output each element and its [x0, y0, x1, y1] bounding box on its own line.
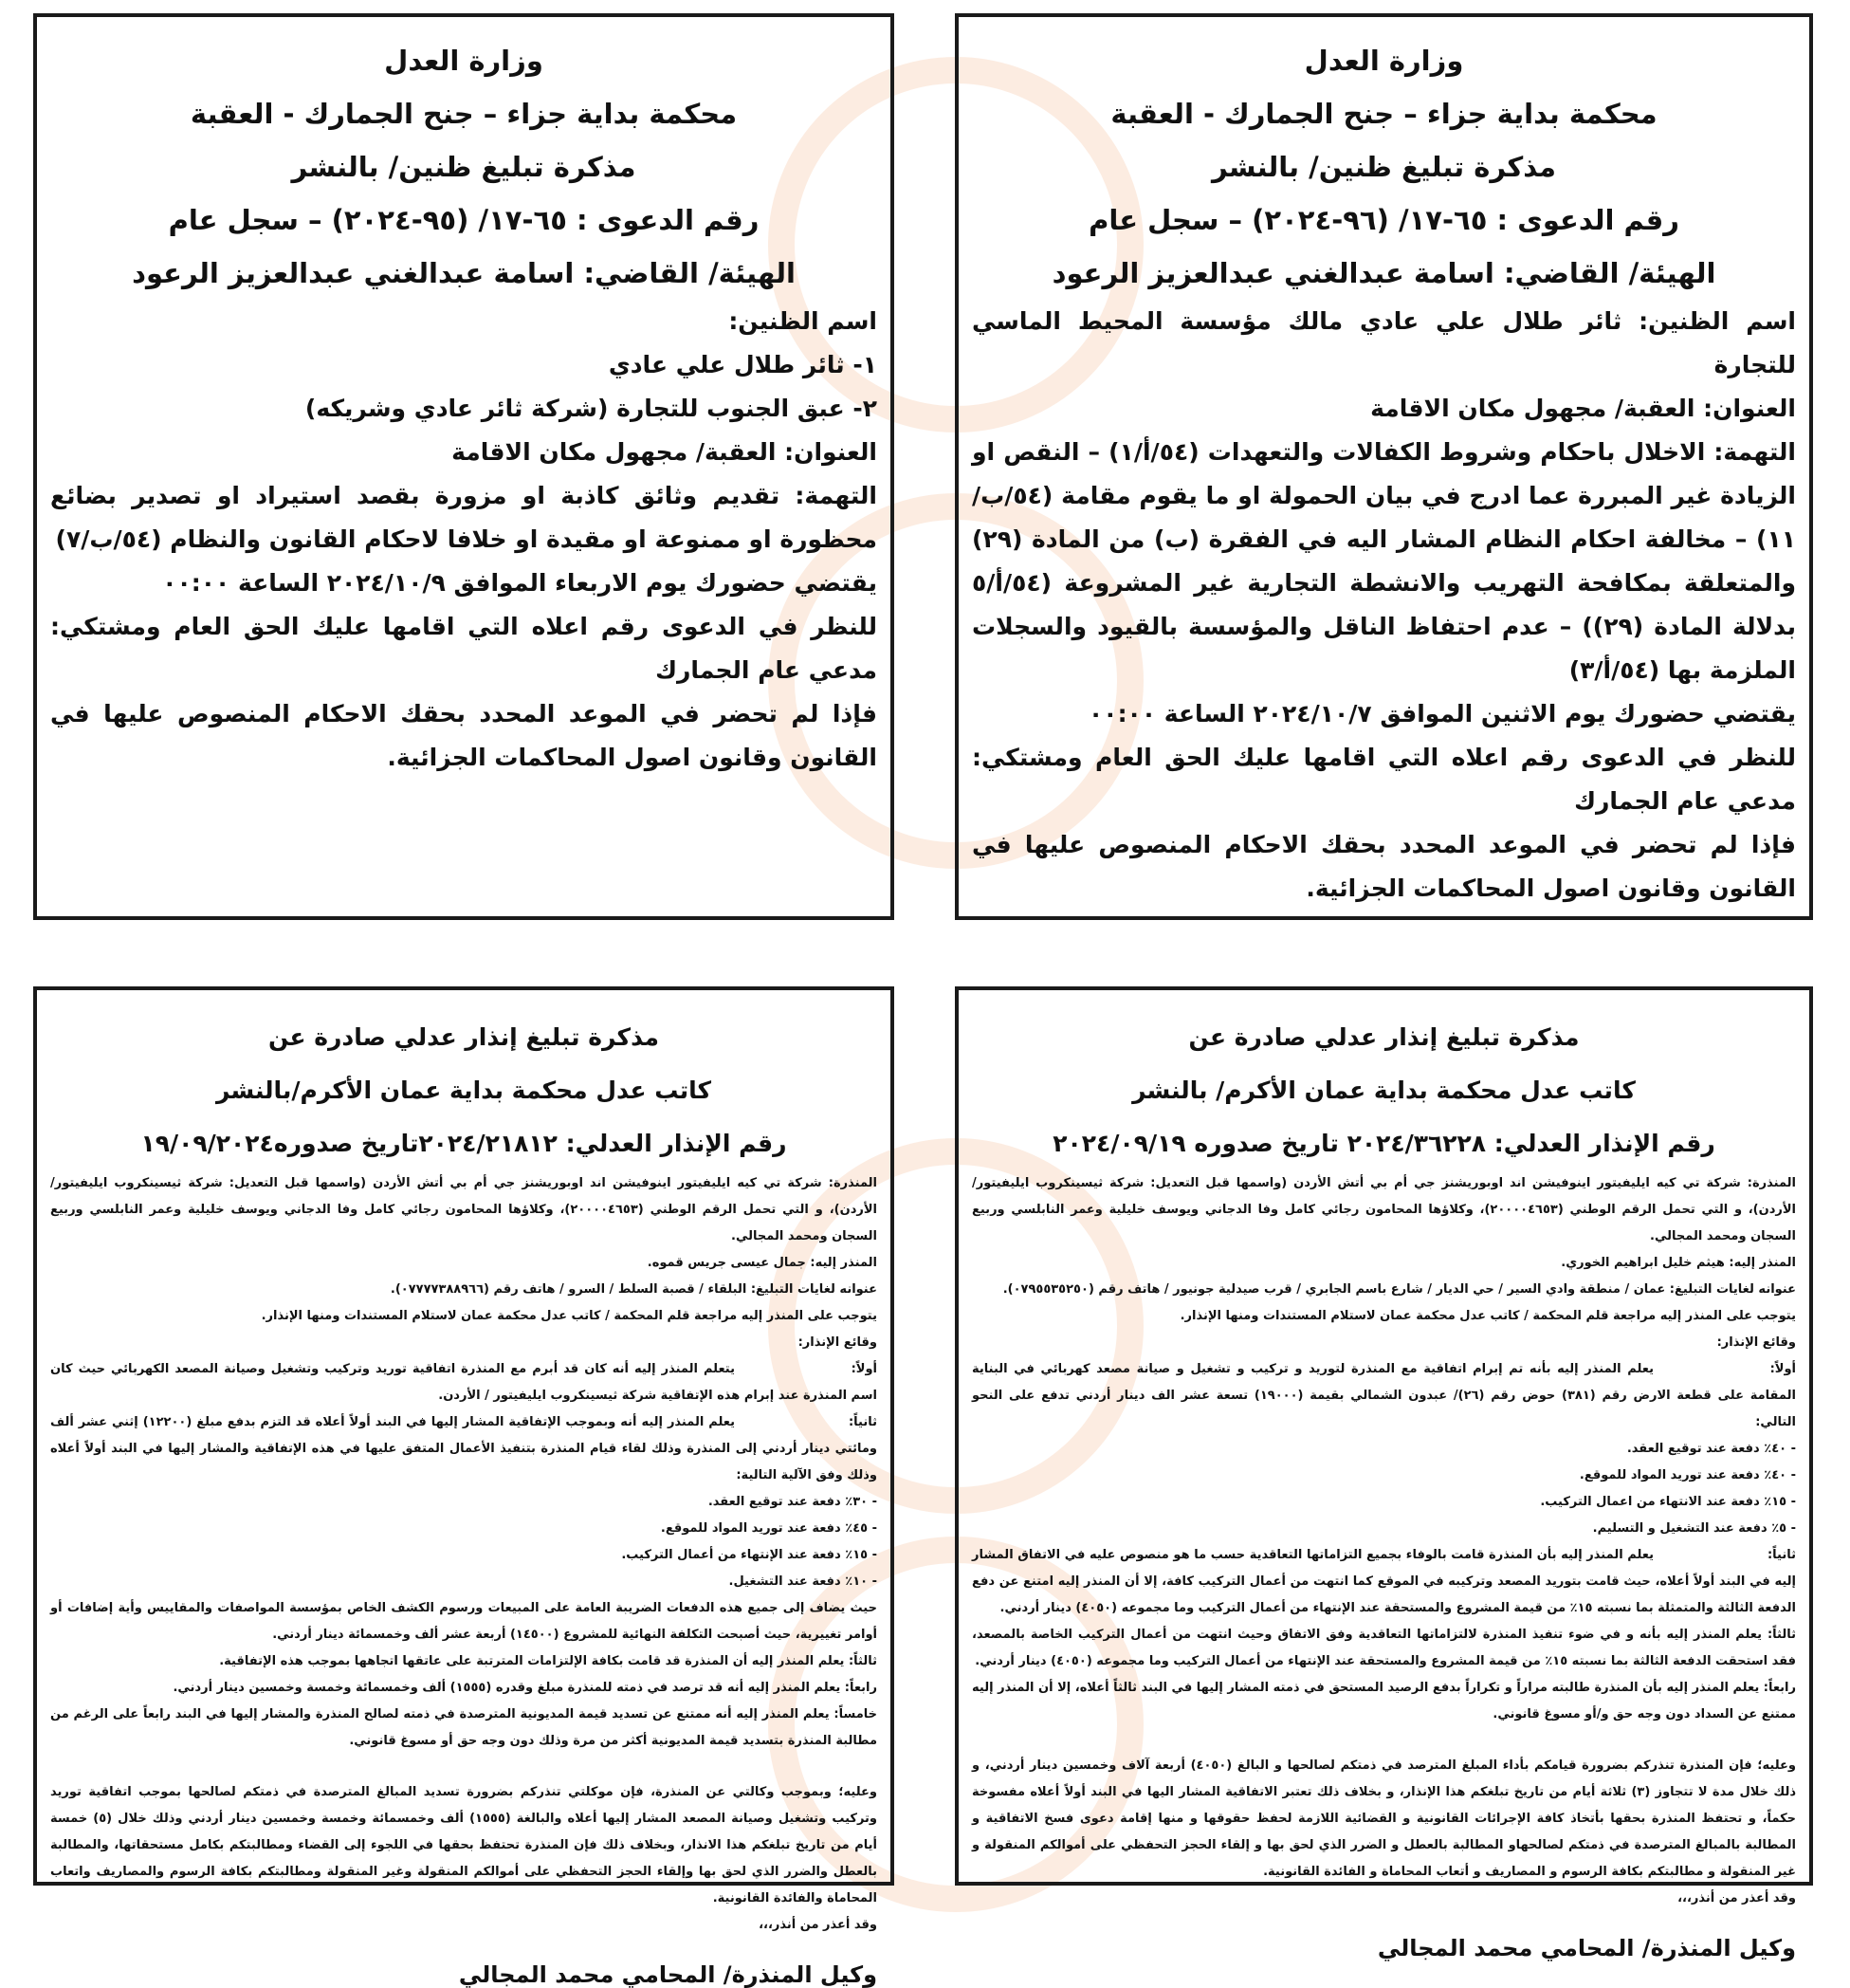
notice-heading: وزارة العدل	[1304, 45, 1464, 77]
paragraph-text: - ٥٪ دفعة عند التشغيل و التسليم.	[1592, 1521, 1796, 1536]
notice-paragraph	[972, 1330, 1796, 1356]
notice-paragraph: العنوان: العقبة/ مجهول مكان الاقامة	[451, 438, 877, 466]
notice-paragraph	[50, 1356, 877, 1409]
paragraph-label: ثانياً:	[1767, 1548, 1796, 1562]
notice-paragraph	[50, 1489, 877, 1516]
paragraph-text: عنوانه لغايات التبليغ: عمان / منطقة وادي السير / حي الديار / شارع باسم الجابري / قرب صيدلية جونيور / هاتف رقم (٠٧٩٥٥٣٥٢٥٠).	[1002, 1282, 1796, 1297]
spacer	[50, 1755, 877, 1779]
notice-paragraph: للنظر في الدعوى رقم اعلاه التي اقامها عليك الحق العام ومشتكي: مدعي عام الجمارك	[972, 744, 1796, 815]
paragraph-label: أولاً:	[851, 1362, 877, 1376]
paragraph-text: يعلم المنذر إليه بأنه تم إبرام اتفاقية مع المنذرة لتوريد و تركيب و تشغيل و صيانة مصعد كهربائي في البناية المقامة على قطعة الارض رقم (٣٨١) حوض رقم (٢٦)/ عبدون الشمالي بقيمة (١٩٠٠٠) تسعة عشر الف دينار أردني تدفع على النحو التالي:	[972, 1362, 1796, 1429]
notice-paragraph	[50, 1542, 877, 1569]
notice-paragraph	[50, 1330, 877, 1356]
paragraph-text: - ٤٠٪ دفعة عند توقيع العقد.	[1626, 1442, 1796, 1456]
notice-paragraph	[50, 1277, 877, 1303]
notice-paragraph	[972, 1542, 1796, 1622]
notice-paragraph	[50, 1409, 877, 1489]
notice-paragraph	[50, 1595, 877, 1648]
notice-heading: رقم الإنذار العدلي: ٢٠٢٤/٢١٨١٢تاريخ صدوره١٩/٠٩/٢٠٢٤	[140, 1130, 787, 1157]
paragraph-text: وقد أعذر من أنذر،،،	[759, 1918, 877, 1932]
paragraph-label: ثانياً:	[848, 1415, 877, 1429]
notice-heading: الهيئة/ القاضي: اسامة عبدالغني عبدالعزيز الرعود	[132, 257, 796, 289]
notice-paragraph	[972, 1675, 1796, 1728]
paragraph-text: وقائع الإنذار:	[797, 1335, 877, 1350]
notice-paragraph	[972, 1886, 1796, 1912]
notice-paragraph	[50, 1250, 877, 1277]
notice-paragraph: يقتضي حضورك يوم الاربعاء الموافق ٢٠٢٤/١٠/٩ الساعة ٠٠:٠٠	[162, 569, 877, 597]
notice-heading: وزارة العدل	[384, 45, 543, 77]
notice-paragraph: العنوان: العقبة/ مجهول مكان الاقامة	[1370, 395, 1796, 422]
paragraph-text: - ١٥٪ دفعة عند الإنتهاء من أعمال التركيب.	[621, 1548, 877, 1562]
notice-paragraph: ٢- عبق الجنوب للتجارة (شركة ثائر عادي وشريكه)	[304, 395, 877, 422]
notice-heading: مذكرة تبليغ ظنين/ بالنشر	[291, 151, 636, 183]
paragraph-text: ثالثاً: يعلم المنذر إليه أن المنذرة قد قامت بكافة الإلتزامات المترتبة على عاتقها اتجاهها بموجب هذه الإتفاقية.	[219, 1654, 877, 1668]
notice-paragraph	[50, 1779, 877, 1912]
notice-top-right	[955, 13, 1813, 920]
notice-heading: رقم الدعوى : ٦٥-١٧/ (٩٥-٢٠٢٤) – سجل عام	[168, 204, 760, 236]
notice-paragraph	[50, 1303, 877, 1330]
notice-paragraph: اسم الظنين:	[728, 307, 877, 335]
notice-paragraph: ١- ثائر طلال علي عادي	[608, 351, 877, 378]
notice-heading: مذكرة تبليغ إنذار عدلي صادرة عن	[267, 1023, 660, 1051]
notice-paragraph	[972, 1170, 1796, 1250]
paragraph-text: يتوجب على المنذر إليه مراجعة قلم المحكمة / كاتب عدل محكمة عمان لاستلام المستندات ومنها الإنذار.	[1180, 1309, 1796, 1323]
paragraph-label: أولاً:	[1769, 1362, 1796, 1376]
notice-heading: مذكرة تبليغ إنذار عدلي صادرة عن	[1188, 1023, 1580, 1051]
paragraph-text: عنوانه لغايات التبليغ: البلقاء / قصبة السلط / السرو / هاتف رقم (٠٧٧٧٧٣٨٨٩٦٦).	[390, 1282, 877, 1297]
notice-paragraph	[972, 1250, 1796, 1277]
notice-paragraph: فإذا لم تحضر في الموعد المحدد بحقك الاحكام المنصوص عليها في القانون وقانون اصول المحاكمات الجزائية.	[50, 700, 877, 771]
notice-paragraph	[972, 1516, 1796, 1542]
notice-paragraph	[972, 1436, 1796, 1463]
spacer	[972, 1728, 1796, 1753]
paragraph-text: - ٤٠٪ دفعة عند توريد المواد للموقع.	[1579, 1468, 1796, 1482]
notice-heading: كاتب عدل محكمة بداية عمان الأكرم/بالنشر	[215, 1077, 712, 1104]
notice-paragraph: يقتضي حضورك يوم الاثنين الموافق ٢٠٢٤/١٠/٧ الساعة ٠٠:٠٠	[1089, 700, 1796, 727]
paragraph-text: وقائع الإنذار:	[1716, 1335, 1796, 1350]
paragraph-text: يتعلم المنذر إليه أنه كان قد أبرم مع المنذرة اتفاقية توريد وتركيب وتشغيل وصيانة المصعد الكهربائي حيث كان اسم المنذرة عند إبرام هذه الإتفاقية شركة ثيسينكروب ايليفيتور / الأردن.	[50, 1362, 877, 1403]
paragraph-text: - ١٠٪ دفعة عند التشغيل.	[728, 1574, 877, 1589]
notice-heading: محكمة بداية جزاء – جنح الجمارك - العقبة	[1110, 98, 1658, 130]
notice-heading: رقم الدعوى : ٦٥-١٧/ (٩٦-٢٠٢٤) – سجل عام	[1089, 204, 1679, 236]
signature: وكيل المنذرة/ المحامي محمد المجالي	[1377, 1935, 1796, 1961]
paragraph-text: رابعاً: يعلم المنذر إليه أنه قد ترصد في ذمته للمنذرة مبلغ وقدره (١٥٥٥) ألف وخمسمائة وخمسة وخمسين دينار أردني.	[173, 1681, 877, 1695]
paragraph-text: يعلم المنذر إليه بأن المنذرة قامت بالوفاء بجميع التزاماتها التعاقدية حسب ما هو منصوص عليه في الاتفاق المشار إليه في البند أولاً أعلاه، حيث قامت بتوريد المصعد وتركيبه في الموقع كما انتهت من أعمال التركيب كافة، إلا أن المنذر إليه امتنع عن دفع الدفعة الثالثة والمتمثلة بما نسبته ١٥٪ من قيمة المشروع والمستحقة عند الإنتهاء من أعمال التركيب وما مجموعه (٤٠٥٠) دينار أردني.	[972, 1548, 1796, 1615]
notice-bottom-left	[33, 986, 894, 1988]
paragraph-text: - ١٥٪ دفعة عند الانتهاء من اعمال التركيب.	[1540, 1495, 1796, 1509]
paragraph-text: المنذر إليه: هيثم خليل ابراهيم الخوري.	[1561, 1256, 1796, 1270]
paragraph-text: المنذر إليه: جمال عيسى جريس قموه.	[647, 1256, 877, 1270]
notice-paragraph	[50, 1702, 877, 1755]
paragraph-text: خامساً: يعلم المنذر إليه أنه ممتنع عن تسديد قيمة المديونية المترصدة في ذمته لصالح المنذرة والمشار إليها في البند رابعاً على الرغم من مطالبة المنذرة بتسديد قيمة المديونية أكثر من مرة وذلك دون وجه حق أو مسوغ قانوني.	[50, 1707, 877, 1748]
notice-paragraph	[972, 1489, 1796, 1516]
notice-heading: الهيئة/ القاضي: اسامة عبدالغني عبدالعزيز الرعود	[1052, 257, 1716, 289]
notice-paragraph	[972, 1463, 1796, 1489]
notice-heading: محكمة بداية جزاء – جنح الجمارك - العقبة	[190, 98, 738, 130]
notice-paragraph	[50, 1516, 877, 1542]
paragraph-text: يعلم المنذر إليه أنه وبموجب الإتفاقية المشار إليها في البند أولاً أعلاه قد التزم بدفع مبلغ (١٢٢٠٠) إثني عشر ألف ومائتي دينار أردني إلى المنذرة وذلك لقاء قيام المنذرة بتنفيذ الأعمال المتفق عليها في هذه الإتفاقية والمشار إليها في البند أولاً أعلاه وذلك وفق الآلية التالية:	[50, 1415, 877, 1482]
notice-paragraph: فإذا لم تحضر في الموعد المحدد بحقك الاحكام المنصوص عليها في القانون وقانون اصول المحاكمات الجزائية.	[972, 831, 1796, 902]
notice-heading: كاتب عدل محكمة بداية عمان الأكرم/ بالنشر	[1132, 1077, 1636, 1104]
paragraph-text: - ٣٠٪ دفعة عند توقيع العقد.	[707, 1495, 877, 1509]
paragraph-text: المنذرة: شركة تي كيه ايليفيتور اينوفيشن اند اوبوريشنز جي أم بي أتش الأردن (واسمها قبل التعديل: شركة ثيسينكروب ايليفيتور/الأردن)، و التي تحمل الرقم الوطني (٢٠٠٠٠٤٦٥٣)، وكلاؤها المحامون رجائي كامل وفا الدجاني ويوسف خليلية وعمر النابلسي وربيع السجان ومحمد المجالي.	[50, 1176, 877, 1243]
notice-bottom-right	[955, 986, 1813, 1961]
notice-paragraph	[972, 1753, 1796, 1886]
notice-paragraph: التهمة: الاخلال باحكام وشروط الكفالات والتعهدات (٥٤/أ/١) – النقص او الزيادة غير المبررة عما ادرج في بيان الحمولة او ما يقوم مقامة (٥٤/ب/١١) – مخالفة احكام النظام المشار اليه في الفقرة (ب) من المادة (٢٩) والمتعلقة بمكافحة التهريب والانشطة التجارية غير المشروعة (٥٤/أ/٥ بدلالة المادة (٢٩)) – عدم احتفاظ الناقل والمؤسسة بالقيود والسجلات الملزمة بها (٥٤/أ/٣)	[972, 438, 1796, 684]
paragraph-text: يتوجب على المنذر إليه مراجعة قلم المحكمة / كاتب عدل محكمة عمان لاستلام المستندات ومنها الإنذار.	[261, 1309, 877, 1323]
notice-paragraph	[50, 1912, 877, 1939]
notice-paragraph	[972, 1356, 1796, 1436]
notice-paragraph	[972, 1303, 1796, 1330]
paragraph-text: ثالثاً: يعلم المنذر إليه بأنه و في ضوء تنفيذ المنذرة لالتزاماتها التعاقدية وفق الاتفاق وحيث انتهت من أعمال التركيب الخاصة بالمصعد، فقد استحقت الدفعة الثالثة بما نسبته ١٥٪ من قيمة المشروع والمستحقة عند الإنتهاء من أعمال التركيب وما مجموعه (٤٠٥٠) دينار أردني.	[972, 1628, 1796, 1668]
paragraph-text: وعليه؛ وبموجب وكالتي عن المنذرة، فإن موكلتي تنذركم بضرورة تسديد المبالغ المترصدة في ذمتكم لصالحها بموجب اتفاقية توريد وتركيب وتشغيل وصيانة المصعد المشار إليها أعلاه والبالغة (١٥٥٥) ألف وخمسمائة وخمسة وخمسين دينار أردني وذلك خلال (٥) خمسة أيام من تاريخ تبلغكم هذا الانذار، وبخلاف ذلك فإن المنذرة تحتفظ بحقها في اللجوء إلى القضاء ومطالبتكم بكامل مستحقاتها، والمطالبة بالعطل والضرر الذي لحق بها وإلقاء الحجز التحفظي على أموالكم المنقولة وغير المنقولة ومطالبتكم بكافة الرسوم والمصاريف واتعاب المحاماة والفائدة القانونية.	[50, 1785, 877, 1905]
paragraph-text: رابعاً: يعلم المنذر إليه بأن المنذرة طالبته مراراً و تكراراً بدفع الرصيد المستحق في ذمته المشار إليها في البند ثالثاً أعلاه، إلا أن المنذر إليه ممتنع عن السداد دون وجه حق و/أو مسوغ قانوني.	[972, 1681, 1796, 1721]
notice-heading: مذكرة تبليغ ظنين/ بالنشر	[1212, 151, 1556, 183]
notice-paragraph	[972, 1277, 1796, 1303]
paragraph-text: - ٤٥٪ دفعة عند توريد المواد للموقع.	[660, 1521, 877, 1536]
paragraph-text: المنذرة: شركة تي كيه ايليفيتور اينوفيشن اند اوبوريشنز جي أم بي أتش الأردن (واسمها قبل التعديل: شركة ثيسينكروب ايليفيتور/الأردن)، و التي تحمل الرقم الوطني (٢٠٠٠٠٤٦٥٣)، وكلاؤها المحامون رجائي كامل وفا الدجاني ويوسف خليلية وعمر النابلسي وربيع السجان ومحمد المجالي.	[972, 1176, 1796, 1243]
notice-paragraph: التهمة: تقديم وثائق كاذبة او مزورة بقصد استيراد او تصدير بضائع محظورة او ممنوعة او مقيدة او خلافا لاحكام القانون والنظام (٥٤/ب/٧)	[50, 482, 877, 553]
signature: وكيل المنذرة/ المحامي محمد المجالي	[458, 1961, 877, 1988]
notice-paragraph	[50, 1170, 877, 1250]
notice-paragraph: للنظر في الدعوى رقم اعلاه التي اقامها عليك الحق العام ومشتكي: مدعي عام الجمارك	[50, 613, 877, 684]
paragraph-text: حيث يضاف إلى جميع هذه الدفعات الضريبة العامة على المبيعات ورسوم الكشف الخاص بمؤسسة المواصفات والمقاييس وأية إضافات أو أوامر تغييرية، حيث أصبحت التكلفة النهائية للمشروع (١٤٥٠٠) أربعة عشر ألف وخمسمائة دينار أردني.	[50, 1601, 877, 1642]
notice-top-left	[33, 13, 894, 920]
paragraph-text: وعليه؛ فإن المنذرة تنذركم بضرورة قيامكم بأداء المبلغ المترصد في ذمتكم لصالحها و البالغ (٤٠٥٠) أربعة آلاف وخمسين دينار أردني، و ذلك خلال مدة لا تتجاوز (٣) ثلاثة أيام من تاريخ تبلغكم هذا الإنذار، و بخلاف ذلك تعتبر الاتفاقية المشار اليها في البند أولاً أعلاه مفسوخة حكماً، و تحتفظ المنذرة بحقها بأتخاذ كافة الإجرائات القانونية و القضائية اللازمة لحفظ حقوقها و منها إقامة دعوى فسخ الاتفاقية و المطالبة بالمبالغ المترصدة في ذمتكم لصالحهاو المطالبة بالعطل و الضرر الذي لحق بها و إلقاء الحجز التحفظي على أموالكم المنقولة و غير المنقولة و مطالبتكم بكافة الرسوم و المصاريف و أتعاب المحاماة و الفائدة القانونية.	[972, 1758, 1796, 1879]
notice-paragraph	[50, 1569, 877, 1595]
notice-paragraph	[972, 1622, 1796, 1675]
paragraph-text: وقد أعذر من أنذر،،،	[1677, 1891, 1796, 1905]
notice-paragraph: اسم الظنين: ثائر طلال علي عادي مالك مؤسسة المحيط الماسي للتجارة	[972, 307, 1796, 378]
notice-paragraph	[50, 1648, 877, 1675]
notice-heading: رقم الإنذار العدلي: ٢٠٢٤/٣٦٢٢٨ تاريخ صدوره ٢٠٢٤/٠٩/١٩	[1053, 1130, 1715, 1157]
notice-paragraph	[50, 1675, 877, 1702]
